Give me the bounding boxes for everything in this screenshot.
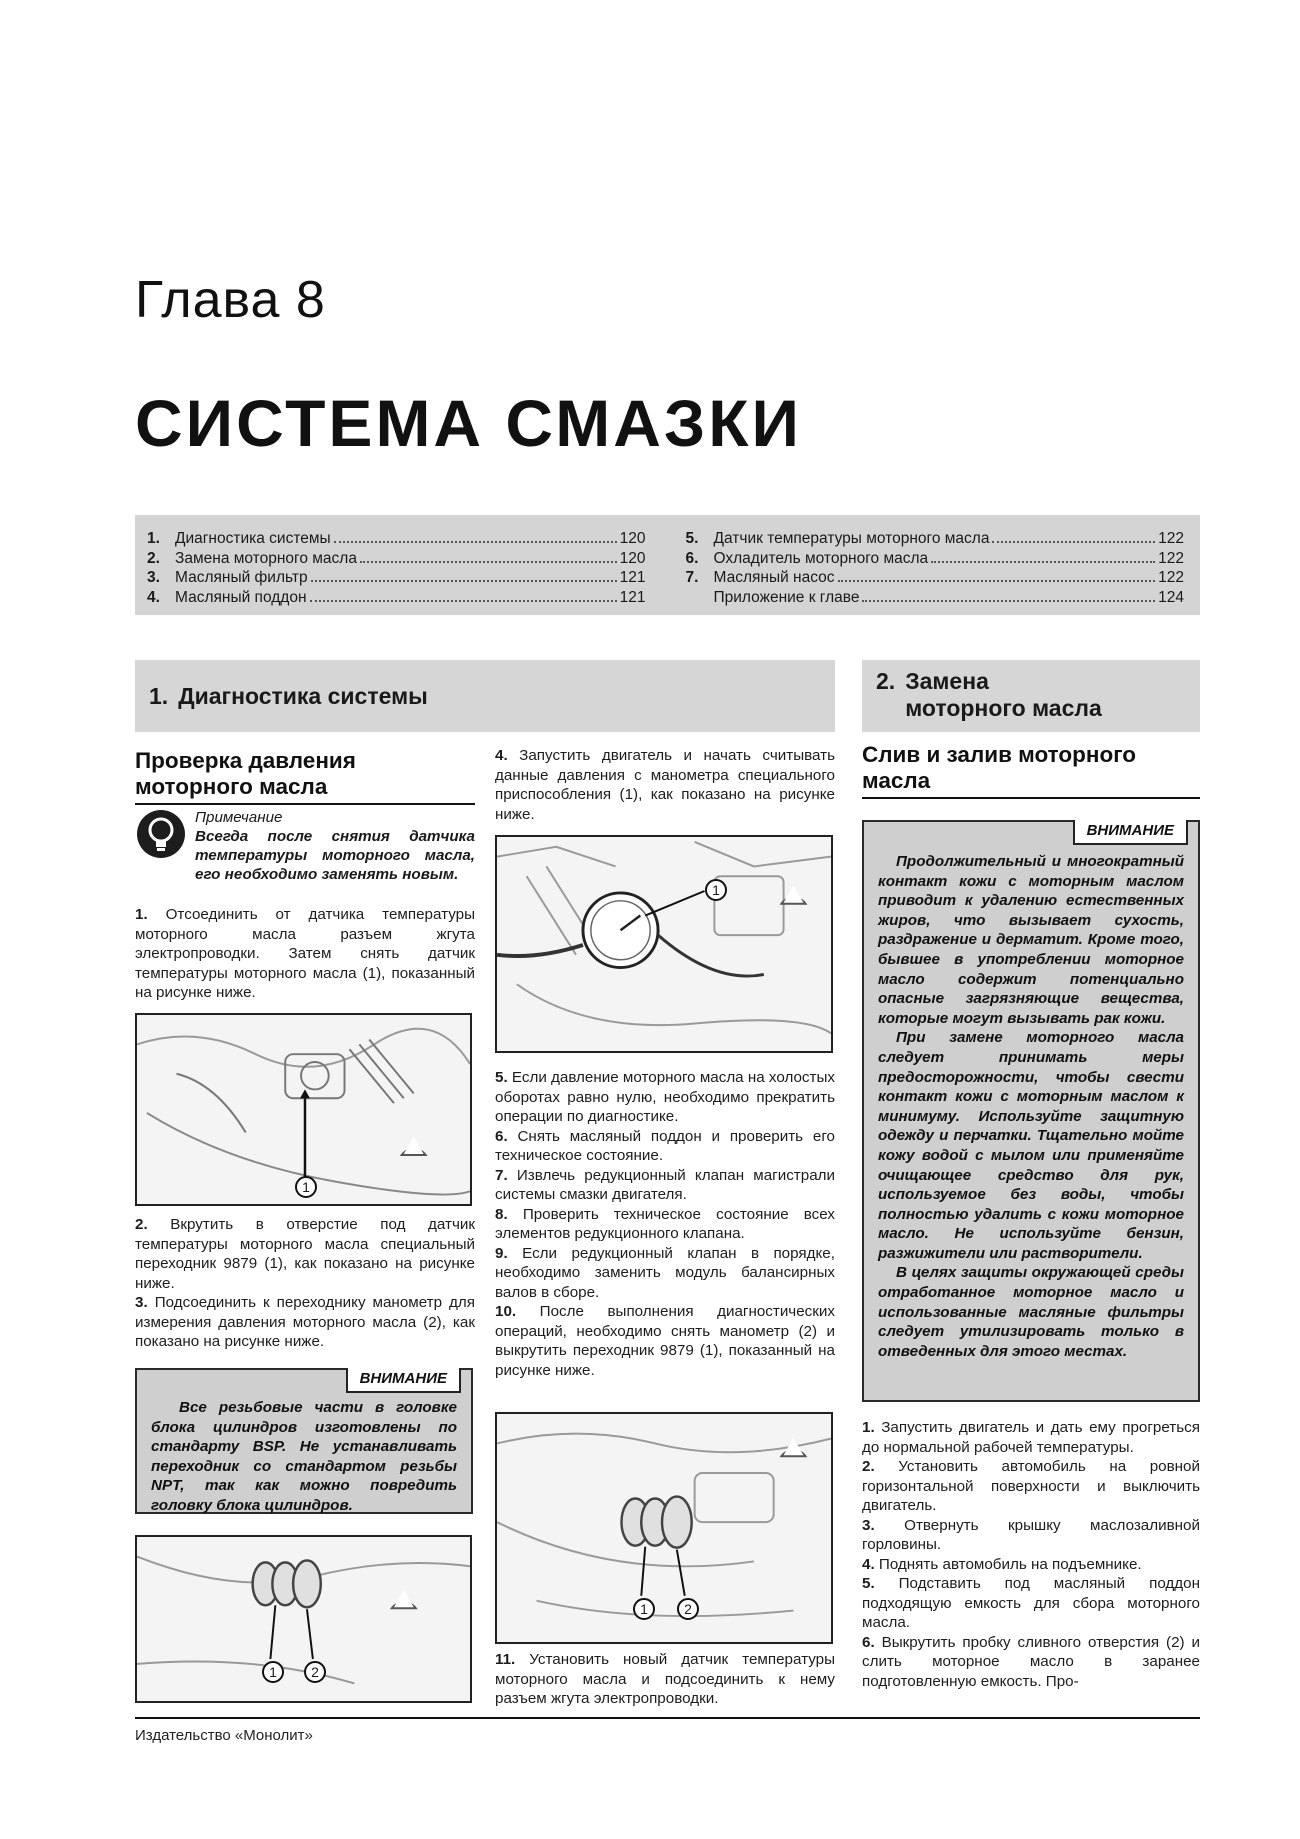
step-item: 2. Установить автомобиль на ровной горизонтальной поверхности и выключить двигатель. bbox=[862, 1458, 1200, 1514]
toc-entry[interactable]: 4. Масляный поддон 121 bbox=[147, 588, 646, 606]
toc-left-column bbox=[147, 529, 646, 607]
toc-leader bbox=[334, 541, 617, 543]
section-2-subheading: Слив и залив моторного масла bbox=[862, 742, 1200, 799]
toc-leader bbox=[838, 580, 1156, 582]
toc-entry[interactable]: 3. Масляный фильтр 121 bbox=[147, 569, 646, 586]
toc-right-column bbox=[686, 529, 1185, 607]
section-1-steps-col2-c bbox=[495, 1650, 835, 1709]
note-title: Примечание bbox=[195, 809, 283, 826]
step-item: 3. Подсоединить к переходнику манометр для измерения давления моторного масла (2), как показано на рисунке ниже. bbox=[135, 1294, 475, 1350]
callout-1: 1 bbox=[705, 879, 727, 901]
chapter-label: Глава 8 bbox=[135, 271, 326, 329]
toc-entry[interactable]: 2. Замена моторного масла 120 bbox=[147, 549, 646, 567]
step-item: 5. Подставить под масляный поддон подходящую емкость для сбора моторного масла. bbox=[862, 1575, 1200, 1631]
toc-leader bbox=[992, 541, 1155, 543]
figure-adapter-gauge bbox=[135, 1535, 472, 1703]
warning-box-thread: ВНИМАНИЕ Все резьбовые части в головке блока цилиндров изготовлены по стандарту BSP. Не устанавливать переходник со стандартом резьбы NPT, так как можно повредить головку блока цилиндров. bbox=[135, 1368, 473, 1514]
section-2-steps bbox=[862, 1418, 1200, 1691]
step-item: 4. Поднять автомобиль на подъемнике. bbox=[862, 1555, 1142, 1573]
toc-leader bbox=[862, 600, 1155, 602]
warning-tag: ВНИМАНИЕ bbox=[346, 1368, 461, 1393]
step-item: 4. Запустить двигатель и начать считывать данные давления с манометра специального приспособления (1), как показано на рисунке ниже. bbox=[495, 747, 835, 823]
toc-leader bbox=[931, 561, 1155, 563]
step-item: 7. Извлечь редукционный клапан магистрали системы смазки двигателя. bbox=[495, 1166, 835, 1203]
toc-leader bbox=[311, 580, 617, 582]
footer-rule bbox=[135, 1717, 1200, 1719]
section-1-subheading: Проверка давления моторного масла bbox=[135, 748, 475, 805]
toc-entry[interactable]: 7. Масляный насос 122 bbox=[685, 569, 1184, 586]
callout-2: 2 bbox=[677, 1598, 699, 1620]
callout-1: 1 bbox=[262, 1661, 284, 1683]
callout-1: 1 bbox=[633, 1598, 655, 1620]
callout-1: 1 bbox=[295, 1176, 317, 1198]
lightbulb-icon bbox=[135, 808, 187, 860]
section-1-header: 1. Диагностика системы bbox=[135, 660, 835, 732]
toc-leader bbox=[360, 561, 617, 563]
figure-pressure-gauge bbox=[495, 835, 833, 1053]
note-block bbox=[135, 808, 475, 884]
toc-leader bbox=[310, 600, 617, 602]
step-item: 11. Установить новый датчик температуры моторного масла и подсоединить к нему разъем жгута электропроводки. bbox=[495, 1651, 835, 1707]
note-text: Всегда после снятия датчика температуры моторного масла, его необходимо заменять новым. bbox=[195, 828, 475, 883]
section-1-steps-col2-a bbox=[495, 746, 835, 824]
publisher-footer: Издательство «Монолит» bbox=[135, 1727, 313, 1744]
warning-box-health: ВНИМАНИЕ Продолжительный и многократный контакт кожи с моторным маслом приводит к удалению естественных жиров, что вызывает сухость, раздражение и дерматит. Кроме того, бывшее в употреблении моторное масло содержит потенциально опасные загрязняющие вещества, которые могут вызывать рак кожи. При замене моторного масла следует принимать меры предосторожности, чтобы свести контакт кожи с моторным маслом к минимуму. Используйте защитную одежду и перчатки. Тщательно мойте кожу водой с мылом или применяйте очищающее средство для рук, используемое без воды, чтобы полностью удалить с кожи моторное масло. Не используйте бензин, разжижители или растворители. В целях защиты окружающей среды отработанное моторное масло и использованные масляные фильтры следует утилизировать только в отведенных для этого местах. bbox=[862, 820, 1200, 1402]
warning-tag: ВНИМАНИЕ bbox=[1073, 820, 1188, 845]
toc-entry[interactable]: Приложение к главе 124 bbox=[713, 588, 1184, 606]
step-item: 10. После выполнения диагностических операций, необходимо снять манометр (2) и выкрутить переходник 9879 (1), показанный на рисунке ниже. bbox=[495, 1303, 835, 1379]
figure-sensor-location bbox=[135, 1013, 472, 1206]
step-item: 8. Проверить техническое состояние всех элементов редукционного клапана. bbox=[495, 1205, 835, 1242]
section-1-steps-a bbox=[135, 905, 475, 1003]
step-item: 6. Выкрутить пробку сливного отверстия (2) и слить моторное масло в заранее подготовленную емкость. Про- bbox=[862, 1633, 1200, 1690]
step-item: 5. Если давление моторного масла на холостых оборотах равно нулю, необходимо прекратить операции по диагностике. bbox=[495, 1069, 835, 1125]
toc-entry[interactable]: 5. Датчик температуры моторного масла 122 bbox=[685, 530, 1184, 547]
step-item: 2. Вкрутить в отверстие под датчик температуры моторного масла специальный переходник 9879 (1), как показано на рисунке ниже. bbox=[135, 1216, 475, 1292]
step-item: 3. Отвернуть крышку маслозаливной горловины. bbox=[862, 1516, 1200, 1553]
toc-entry[interactable]: 6. Охладитель моторного масла 122 bbox=[685, 549, 1184, 567]
figure-remove-adapter bbox=[495, 1412, 833, 1644]
chapter-title: СИСТЕМА СМАЗКИ bbox=[135, 386, 802, 460]
step-item: 9. Если редукционный клапан в порядке, необходимо заменить модуль балансирных валов в сборе. bbox=[495, 1244, 835, 1301]
step-item: 6. Снять масляный поддон и проверить его техническое состояние. bbox=[495, 1127, 835, 1164]
section-1-steps-b bbox=[135, 1215, 475, 1352]
step-item: 1. Запустить двигатель и дать ему прогреться до нормальной рабочей температуры. bbox=[862, 1419, 1200, 1456]
callout-2: 2 bbox=[304, 1661, 326, 1683]
table-of-contents bbox=[135, 515, 1200, 615]
section-1-steps-col2-b bbox=[495, 1068, 835, 1380]
step-item: 1. Отсоединить от датчика температуры моторного масла разъем жгута электропроводки. Затем снять датчик температуры моторного масла (1), показанный на рисунке ниже. bbox=[135, 906, 475, 1001]
section-2-header: 2. Замена моторного масла bbox=[862, 660, 1200, 732]
toc-entry[interactable]: 1. Диагностика системы 120 bbox=[147, 530, 646, 547]
